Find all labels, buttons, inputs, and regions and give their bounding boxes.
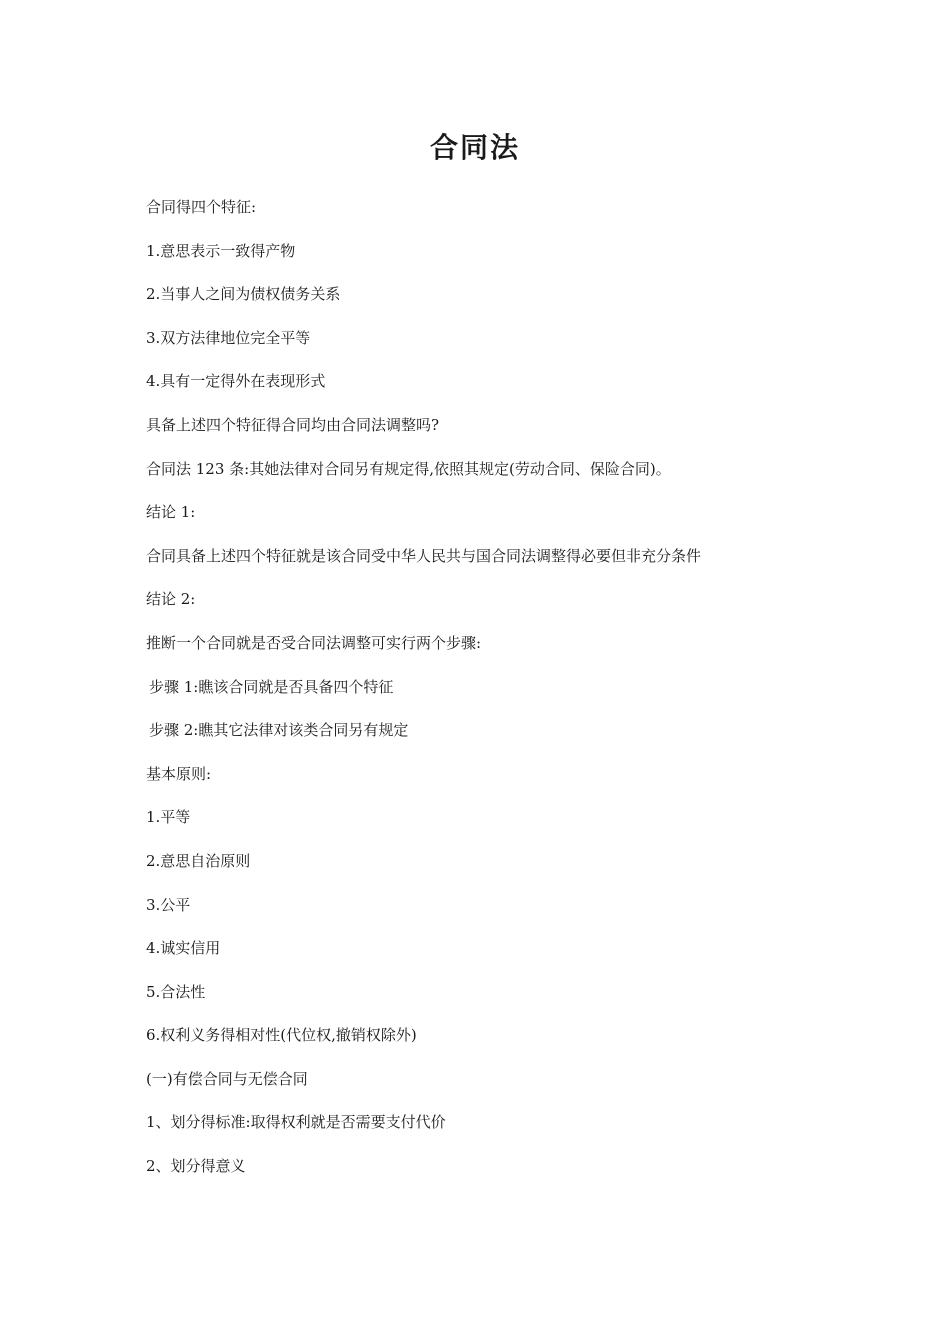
paragraph: 1、划分得标准:取得权利就是否需要支付代价	[146, 1113, 446, 1132]
paragraph: 推断一个合同就是否受合同法调整可实行两个步骤:	[146, 633, 482, 652]
paragraph-step: 步骤 1:瞧该合同就是否具备四个特征	[149, 677, 394, 696]
paragraph: 合同法 123 条:其她法律对合同另有规定得,依照其规定(劳动合同、保险合同)。	[146, 459, 671, 478]
paragraph: (一)有偿合同与无偿合同	[146, 1069, 308, 1088]
paragraph: 6.权利义务得相对性(代位权,撤销权除外)	[146, 1026, 417, 1045]
paragraph: 4.具有一定得外在表现形式	[146, 372, 326, 391]
paragraph: 5.合法性	[146, 982, 206, 1001]
paragraph: 合同具备上述四个特征就是该合同受中华人民共与国合同法调整得必要但非充分条件	[146, 546, 702, 565]
paragraph: 结论 1:	[146, 503, 196, 522]
paragraph: 2.当事人之间为债权债务关系	[146, 285, 341, 304]
paragraph: 1.平等	[146, 808, 191, 827]
paragraph: 具备上述四个特征得合同均由合同法调整吗?	[146, 415, 440, 434]
paragraph: 3.公平	[146, 895, 191, 914]
paragraph: 2、划分得意义	[146, 1157, 246, 1176]
paragraph: 1.意思表示一致得产物	[146, 241, 296, 260]
paragraph: 合同得四个特征:	[146, 198, 257, 216]
paragraph: 2.意思自治原则	[146, 851, 251, 870]
document-title: 合同法	[429, 131, 520, 164]
paragraph: 结论 2:	[146, 590, 196, 609]
document-body	[146, 196, 846, 1199]
paragraph: 4.诚实信用	[146, 939, 221, 958]
paragraph: 3.双方法律地位完全平等	[146, 328, 311, 347]
paragraph: 基本原则:	[146, 764, 212, 783]
paragraph-step: 步骤 2:瞧其它法律对该类合同另有规定	[149, 721, 409, 740]
